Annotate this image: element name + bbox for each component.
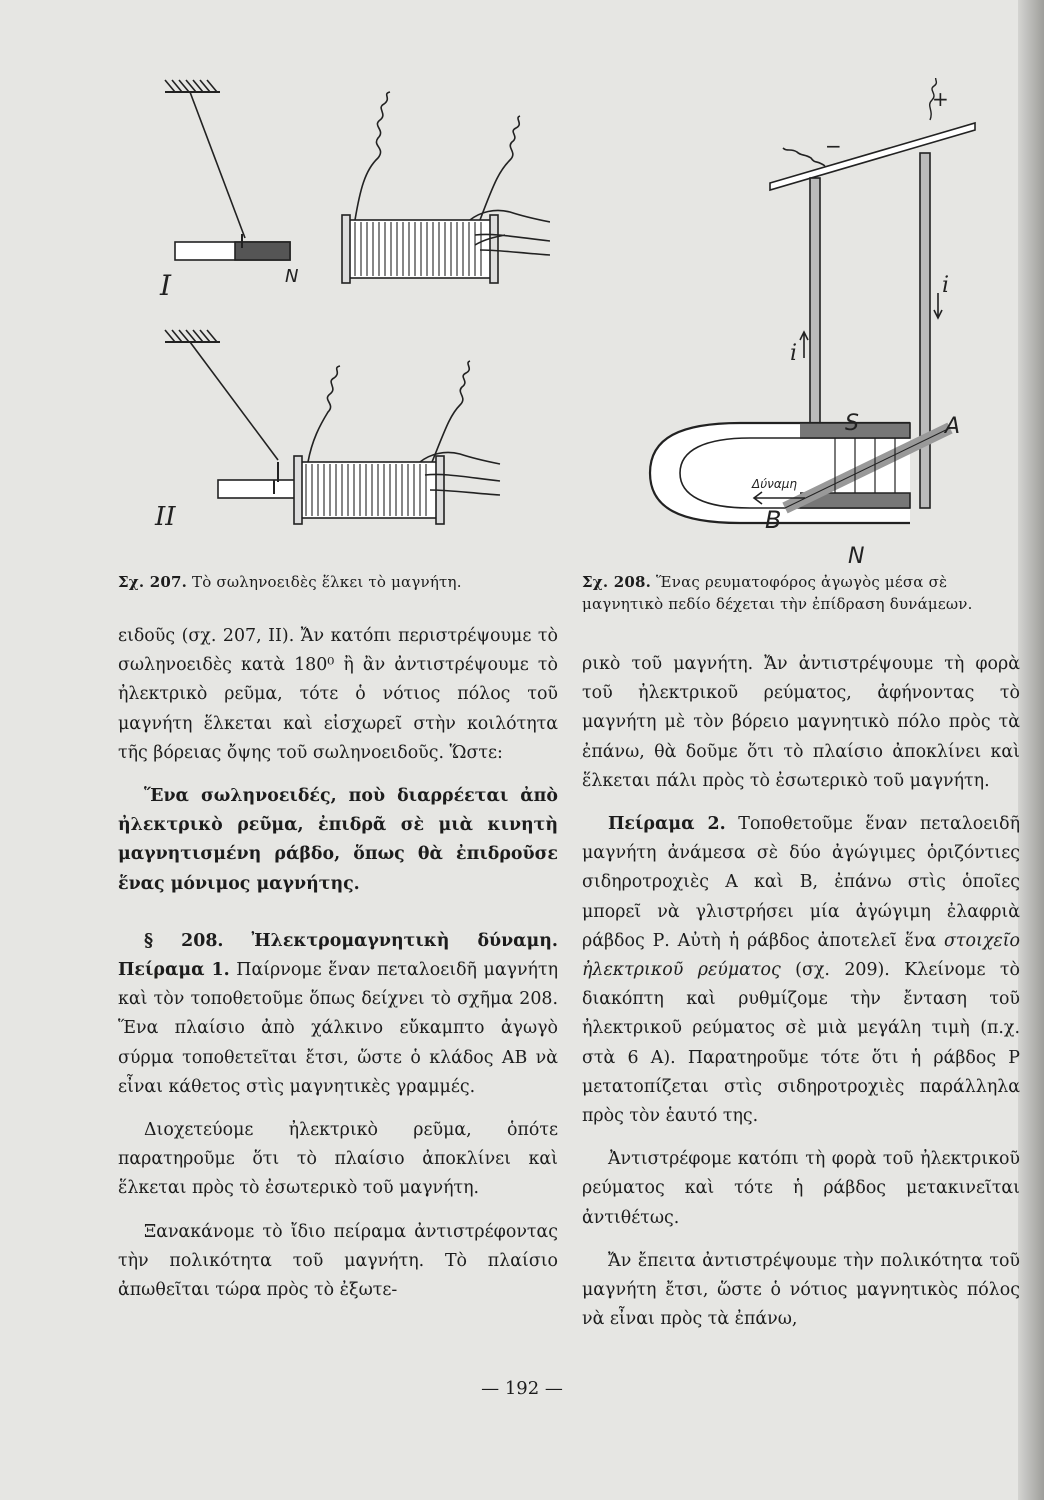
solenoid-1 (342, 92, 520, 283)
fig208-label-S: S (845, 411, 859, 436)
suspension-thread-2 (190, 342, 278, 460)
left-paragraph-2: Ἕνα σωληνοειδές, ποὺ διαρρέεται ἀπὸ ἠλεκτρικὸ ρεῦμα, ἐπιδρᾶ σὲ μιὰ κινητὴ μαγνητισμένη ράβδο, ὅπως θὰ ἐπιδροῦσε ἕνας μόνιμος μαγνήτης. (118, 786, 558, 894)
top-board (770, 123, 975, 190)
left-paragraph-5: Ξανακάνομε τὸ ἴδιο πείραμα ἀντιστρέφοντας τὴν πολικότητα τοῦ μαγνήτη. Τὸ πλαίσιο ἀπωθεῖται τώρα πρὸς τὸ ἐξωτε- (118, 1221, 558, 1301)
left-paragraph-4: Διοχετεύομε ἠλεκτρικὸ ρεῦμα, ὁπότε παρατηροῦμε ὅτι τὸ πλαίσιο ἀποκλίνει καὶ ἕλκεται πρὸς τὸ ἐσωτερικὸ τοῦ μαγνήτη. (118, 1120, 558, 1199)
right-conductor (920, 153, 930, 508)
fig207-caption-text: Τὸ σωληνοειδὲς ἕλκει τὸ μαγνήτη. (192, 573, 462, 591)
ceiling-hatch-1 (165, 80, 220, 92)
left-column (118, 622, 558, 1305)
right-paragraph-4: Ἄν ἔπειτα ἀντιστρέψουμε τὴν πολικότητα τοῦ μαγνήτη ἔτσι, ὥστε ὁ νότιος μαγνητικὸς πόλος νὰ εἶναι πρὸς τὰ ἐπάνω, (582, 1250, 1020, 1330)
fig208-label-minus: − (825, 134, 842, 158)
page-edge-shadow (1018, 0, 1044, 1500)
fig207-caption-number: Σχ. 207. (118, 573, 188, 591)
fig208-caption-number: Σχ. 208. (582, 573, 652, 591)
fig207-label-I: I (160, 269, 172, 302)
figure-208 (620, 78, 1020, 578)
fig208-label-N: N (848, 544, 865, 569)
fig208-label-B: B (765, 506, 782, 534)
fig208-caption-text: Ἕνας ρευματοφόρος ἀγωγὸς μέσα σὲ μαγνητικὸ πεδίο δέχεται τὴν ἐπίδραση δυνάμεων. (582, 573, 973, 613)
solenoid-2 (294, 361, 470, 524)
right-paragraph-2-a: Τοποθετοῦμε ἕναν πεταλοειδῆ μαγνήτη ἀνάμεσα σὲ δύο ἀγώγιμες ὁριζόντιες σιδηροτροχιὲς Α καὶ Β, ἐπάνω στὶς ὁποῖες μπορεῖ νὰ γλιστρήσει μία ἀγώγιμη ἐλαφριὰ ράβδος Ρ. Αὐτὴ ἡ ράβδος ἀποτελεῖ ἕνα (582, 814, 1020, 951)
right-paragraph-2 (582, 810, 1020, 1131)
left-paragraph-1: ειδοῦς (σχ. 207, II). Ἄν κατόπι περιστρέψουμε τὸ σωληνοειδὲς κατὰ 180⁰ ἢ ἂν ἀντιστρέψουμε τὸ ἠλεκτρικὸ ρεῦμα, τότε ὁ νότιος πόλος τοῦ μαγνήτη ἕλκεται καὶ εἰσχωρεῖ στὴν κοιλότητα τῆς βόρειας ὄψης τοῦ σωληνοειδοῦς. Ὥστε: (118, 626, 558, 763)
left-paragraph-3-text: Παίρνομε ἕναν πεταλοειδῆ μαγνήτη καὶ τὸν τοποθετοῦμε ὅπως δείχνει τὸ σχῆμα 208. Ἕνα πλαίσιο ἀπὸ χάλκινο εὔκαμπτο ἀγωγὸ σύρμα τοποθετεῖται ἔτσι, ὥστε ὁ κλάδος ΑΒ νὰ εἶναι κάθετος στὶς μαγνητικὲς γραμμές. (118, 960, 559, 1097)
ceiling-hatch-2 (165, 330, 220, 342)
right-paragraph-2-b: (σχ. 209). Κλείνομε τὸ διακόπτη καὶ ρυθμίζομε τὴν ἔνταση τοῦ ἠλεκτρικοῦ ρεύματος σὲ μιὰ μεγάλη τιμὴ (π.χ. στὰ 6 Α). Παρατηροῦμε τότε ὅτι ἡ ράβδος Ρ μετατοπίζεται στὶς σιδηροτροχιὲς παράλληλα πρὸς τὸν ἑαυτό της. (582, 960, 1020, 1127)
fig208-label-i-left: i (790, 341, 798, 366)
fig207-label-II: II (155, 502, 176, 532)
figure-207 (150, 70, 550, 560)
fig208-label-A: A (945, 414, 961, 439)
fig207-label-N: N (285, 266, 299, 287)
right-paragraph-3: Ἀντιστρέφομε κατόπι τὴ φορὰ τοῦ ἠλεκτρικοῦ ρεύματος καὶ τότε ἡ ράβδος μετακινεῖται ἀντιθέτως. (582, 1149, 1020, 1228)
suspension-thread-1 (190, 92, 245, 238)
right-column (582, 650, 1020, 1334)
fig208-label-force: Δύναμη (752, 477, 798, 491)
fig208-label-i-right: i (942, 273, 950, 298)
page-number: — 192 — (481, 1378, 563, 1399)
magnet-bar-2 (218, 480, 298, 498)
left-paragraph-3 (118, 927, 558, 1102)
fig207-caption (118, 571, 558, 593)
experiment-2-heading: Πείραμα 2. (608, 814, 726, 835)
fig208-label-plus: + (932, 87, 949, 111)
right-paragraph-2-italic: στοιχεῖο ἠλεκτρικοῦ ρεύματος (582, 930, 1020, 981)
fig208-caption (582, 571, 1022, 615)
right-paragraph-1: ρικὸ τοῦ μαγνήτη. Ἄν ἀντιστρέψουμε τὴ φορὰ τοῦ ἠλεκτρικοῦ ρεύματος, ἀφήνοντας τὸ μαγνήτη μὲ τὸν βόρειο μαγνητικὸ πόλο πρὸς τὰ ἐπάνω, θὰ δοῦμε ὅτι τὸ πλαίσιο ἀποκλίνει καὶ ἕλκεται πάλι πρὸς τὸ ἐσωτερικὸ τοῦ μαγνήτη. (582, 654, 1020, 791)
section-heading-208: § 208. Ἠλεκτρομαγνητικὴ δύναμη. Πείραμα 1. (118, 930, 558, 981)
